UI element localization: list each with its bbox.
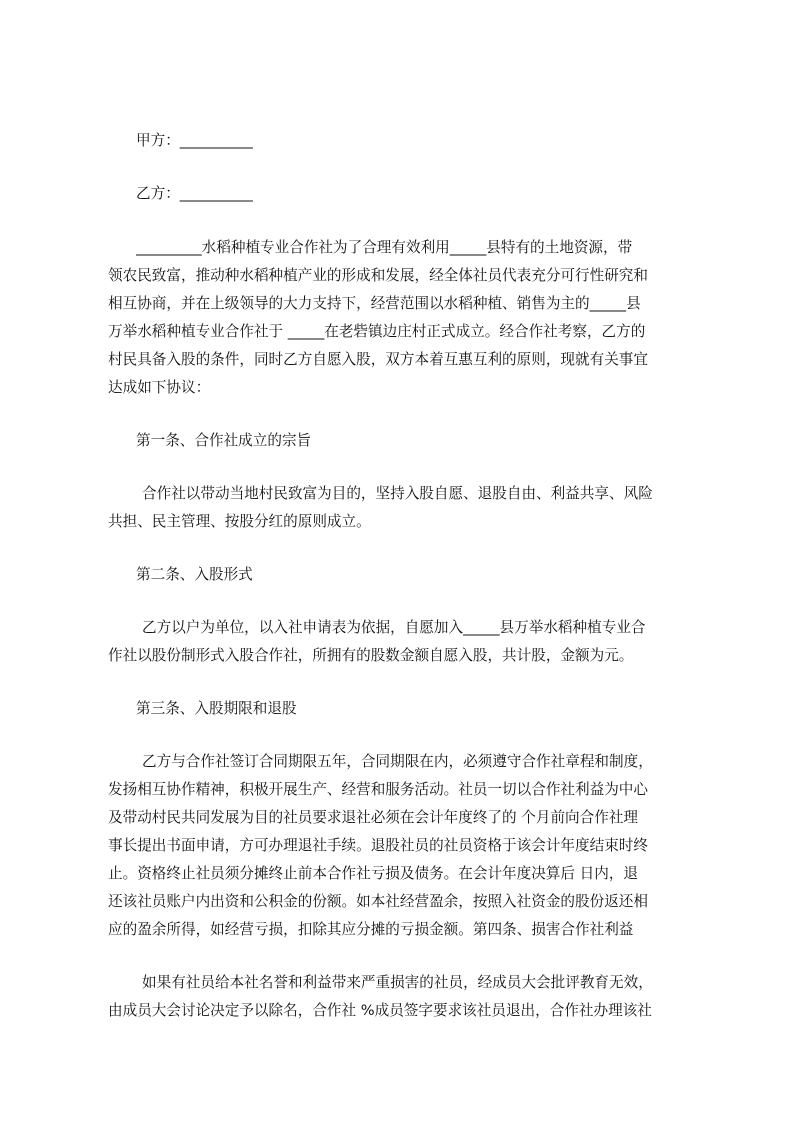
- article-text: 作社以股份制形式入股合作社，所拥有的股数金额自愿入股，共计股，金额为元。: [108, 647, 634, 664]
- article-text: 共担、民主管理、按股分红的原则成立。: [108, 513, 371, 530]
- intro-line-6: [0, 377, 793, 399]
- article-text: 由成员大会讨论决定予以除名，合作社 %成员签字要求该社员退出，合作社办理该社: [108, 1002, 652, 1019]
- party-b-line: [0, 183, 793, 205]
- article2-heading: [0, 564, 793, 586]
- intro-text: 村民具备入股的条件，同时乙方自愿入股，双方本着互惠互利的原则，现就有关事宜: [108, 351, 648, 368]
- article4-line-1: [0, 972, 793, 994]
- article3-line-5: [0, 863, 793, 885]
- article1-line-1: [0, 483, 793, 505]
- intro-line-3: [0, 293, 793, 315]
- article3-line-1: [0, 751, 793, 773]
- article-text: 合作社以带动当地村民致富为目的，坚持入股自愿、退股自由、利益共享、风险: [142, 485, 653, 502]
- article1-line-2: [0, 511, 793, 533]
- article2-line-2: [0, 645, 793, 667]
- intro-text: 相互协商，并在上级领导的大力支持下，经营范围以水稻种植、销售为主的_____县: [108, 295, 641, 312]
- article3-line-6: [0, 891, 793, 913]
- intro-line-4: [0, 321, 793, 343]
- intro-text: _________水稻种植专业合作社为了合理有效利用_____县特有的土地资源，带: [136, 239, 633, 256]
- article-text: 及带动村民共同发展为目的社员要求退社必须在会计年度终了的 个月前向合作社理: [108, 809, 639, 826]
- article3-line-7: [0, 919, 793, 941]
- article-text: 应的盈余所得，如经营亏损，扣除其应分摊的亏损金额。第四条、损害合作社利益: [108, 921, 634, 938]
- article-text: 还该社员账户内出资和公积金的份额。如本社经营盈余，按照入社资金的股份返还相: [108, 893, 648, 910]
- article-text: 事长提出书面申请，方可办理退社手续。退股社员的社员资格于该会计年度结束时终: [108, 837, 648, 854]
- intro-text: 达成如下协议：: [108, 379, 211, 396]
- article-text: 止。资格终止社员须分摊终止前本合作社亏损及债务。在会计年度决算后 日内，退: [108, 865, 639, 882]
- article-text: 发扬相互协作精神，积极开展生产、经营和服务活动。社员一切以合作社利益为中心: [108, 781, 648, 798]
- article-text: 乙方以户为单位，以入社申请表为依据，自愿加入_____县万举水稻种植专业合: [142, 619, 646, 636]
- intro-text: 领农民致富，推动种水稻种植产业的形成和发展，经全体社员代表充分可行性研究和: [108, 267, 648, 284]
- article3-line-2: [0, 779, 793, 801]
- article-text: 如果有社员给本社名誉和利益带来严重损害的社员，经成员大会批评教育无效，: [142, 974, 653, 991]
- article4-line-2: [0, 1000, 793, 1022]
- intro-line-2: [0, 265, 793, 287]
- article-heading-text: 第二条、入股形式: [136, 566, 253, 583]
- article-text: 乙方与合作社签订合同期限五年，合同期限在内，必须遵守合作社章程和制度，: [142, 753, 653, 770]
- article-heading-text: 第三条、入股期限和退股: [136, 700, 297, 717]
- intro-text: 万举水稻种植专业合作社于 _____在老砦镇边庄村正式成立。经合作社考察，乙方的: [108, 323, 646, 340]
- party-b-text: 乙方：__________: [136, 185, 253, 202]
- party-a-line: [0, 130, 793, 152]
- article3-line-4: [0, 835, 793, 857]
- article3-heading: [0, 698, 793, 720]
- intro-line-1: [0, 237, 793, 259]
- article3-line-3: [0, 807, 793, 829]
- article-heading-text: 第一条、合作社成立的宗旨: [136, 432, 312, 449]
- party-a-text: 甲方：__________: [136, 132, 253, 149]
- article2-line-1: [0, 617, 793, 639]
- article1-heading: [0, 430, 793, 452]
- intro-line-5: [0, 349, 793, 371]
